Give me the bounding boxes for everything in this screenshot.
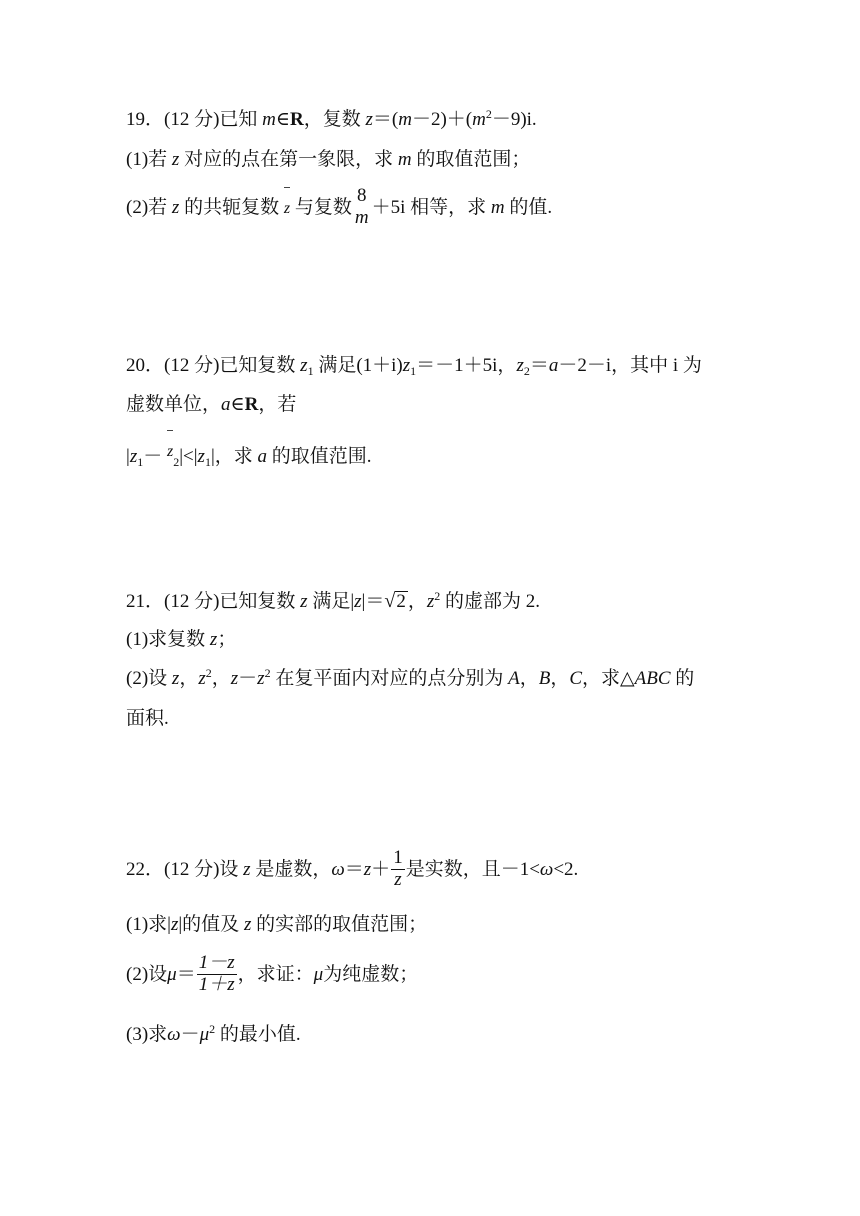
text: ， — [407, 591, 427, 612]
q19-part1 — [126, 150, 530, 169]
text: ， — [519, 668, 539, 689]
text: (1)若 — [126, 149, 172, 170]
text: 与复数 — [290, 196, 352, 218]
text: |，求 — [210, 446, 258, 467]
text: 为纯虚数； — [323, 963, 419, 985]
q22-part2 — [126, 953, 418, 996]
q20-line2 — [126, 395, 296, 414]
text: (2)设 — [126, 668, 172, 689]
text: 面积. — [126, 708, 169, 729]
var-omega: ω — [167, 1024, 181, 1045]
text: ＝ — [529, 355, 549, 376]
denominator: z — [391, 869, 405, 891]
var-a: a — [548, 355, 559, 376]
text: ＝( — [372, 109, 399, 130]
text: ， — [211, 668, 231, 689]
q22-stem — [126, 848, 578, 891]
var-z: z — [171, 149, 180, 170]
q22-number: 22．(12 分)设 — [126, 858, 244, 880]
subscript: 1 — [204, 455, 211, 469]
exponent: 2 — [205, 666, 212, 680]
var-z: z — [426, 591, 435, 612]
var-z: z — [363, 858, 372, 880]
exponent: 2 — [264, 666, 271, 680]
denominator: m — [354, 206, 369, 228]
text: | — [126, 446, 130, 467]
q19-part2 — [126, 186, 552, 229]
text: ，求证： — [237, 963, 314, 985]
var-z: z — [354, 591, 362, 612]
text: ， — [179, 668, 199, 689]
q21-part2-line2 — [126, 709, 169, 728]
text: －2)＋( — [411, 109, 473, 130]
var-m: m — [472, 109, 486, 130]
q20-line3 — [126, 443, 372, 469]
subscript: 1 — [307, 364, 314, 378]
q19-stem — [126, 107, 537, 130]
var-z: z — [209, 629, 218, 650]
text: － — [143, 446, 167, 467]
q22-part1 — [126, 915, 427, 934]
text: 满足| — [307, 591, 355, 612]
text: 在复平面内对应的点分别为 — [270, 668, 509, 689]
var-omega: ω — [331, 858, 345, 880]
conjugate-z: z — [284, 197, 290, 217]
var-z: z — [402, 355, 411, 376]
text: 满足(1＋i) — [313, 355, 403, 376]
text: －9)i. — [491, 109, 537, 130]
var-z: z — [129, 446, 138, 467]
var-z: z — [171, 196, 180, 218]
text: ； — [217, 629, 237, 650]
var-a: a — [257, 446, 268, 467]
text: ， — [550, 668, 570, 689]
point-B: B — [538, 668, 551, 689]
text: － — [238, 668, 258, 689]
var-a: a — [221, 394, 231, 415]
text: 的值. — [504, 196, 553, 218]
text: ，复数 — [303, 109, 366, 130]
q22-part3 — [126, 1022, 301, 1045]
text: ，若 — [258, 394, 297, 415]
subscript: 1 — [137, 455, 144, 469]
text: －2－i，其中 i 为 — [558, 355, 702, 376]
text: 的 — [670, 668, 695, 689]
q21-number: 21．(12 分)已知复数 — [126, 591, 301, 612]
element-of: ∈ — [230, 394, 245, 415]
triangle-ABC: ABC — [634, 668, 671, 689]
text: |＝ — [361, 591, 385, 612]
point-C: C — [569, 668, 583, 689]
text: 的实部的取值范围； — [251, 914, 428, 935]
text: ＝ — [344, 858, 364, 880]
fraction-8-over-m — [353, 186, 371, 229]
text: |的值及 — [178, 914, 244, 935]
numerator: 1 — [393, 847, 403, 868]
q21-part1 — [126, 630, 236, 649]
text: 是虚数， — [250, 858, 332, 880]
var-z: z — [300, 591, 308, 612]
var-z: z — [198, 668, 206, 689]
text: ＋5i 相等，求 — [371, 196, 491, 218]
text: － — [180, 1024, 200, 1045]
var-z: z — [230, 668, 239, 689]
text: (1)求复数 — [126, 629, 210, 650]
q21-stem — [126, 591, 540, 613]
text: (3)求 — [126, 1024, 168, 1045]
text: (1)求| — [126, 914, 171, 935]
subscript: 2 — [173, 455, 180, 469]
var-z: z — [243, 914, 252, 935]
exponent: 2 — [434, 589, 441, 603]
point-A: A — [508, 668, 520, 689]
var-mu: μ — [167, 963, 177, 985]
reals-symbol: R — [244, 394, 259, 415]
text: |<| — [179, 446, 198, 467]
text: 虚数单位， — [126, 394, 222, 415]
text: 的取值范围； — [411, 149, 531, 170]
text: 的取值范围. — [267, 446, 372, 467]
exponent: 2 — [209, 1022, 216, 1036]
q20-stem — [126, 355, 702, 378]
var-m: m — [397, 149, 412, 170]
var-m: m — [262, 109, 276, 130]
var-z: z — [257, 668, 265, 689]
numerator: 8 — [356, 185, 367, 206]
subscript: 2 — [523, 364, 530, 378]
sqrt-radicand: 2 — [396, 591, 406, 612]
text: 的共轭复数 — [179, 196, 284, 218]
exponent: 2 — [485, 107, 492, 121]
var-m: m — [490, 196, 505, 218]
reals-symbol: R — [289, 109, 304, 130]
text: (2)设 — [126, 963, 168, 985]
subscript: 1 — [410, 364, 417, 378]
text: (2)若 — [126, 196, 172, 218]
text: 的虚部为 2. — [440, 591, 541, 612]
var-z: z — [243, 858, 251, 880]
fraction-1-over-z — [391, 848, 405, 891]
numerator: 1－z — [198, 952, 235, 973]
text: ＋ — [371, 858, 391, 880]
element-of: ∈ — [275, 109, 290, 130]
text: 对应的点在第一象限，求 — [179, 149, 398, 170]
q21-part2 — [126, 666, 695, 689]
var-z: z — [516, 355, 524, 376]
fraction-mu — [197, 953, 237, 996]
text: 的最小值. — [215, 1024, 301, 1045]
text: ＝－1＋5i， — [416, 355, 517, 376]
var-z: z — [171, 668, 180, 689]
var-mu: μ — [199, 1024, 210, 1045]
var-z: z — [300, 355, 308, 376]
var-omega: ω — [539, 858, 554, 880]
var-mu: μ — [313, 963, 324, 985]
q20-number: 20．(12 分)已知复数 — [126, 355, 301, 376]
var-z: z — [170, 914, 179, 935]
text: 是实数，且－1< — [405, 858, 540, 880]
denominator: 1＋z — [198, 973, 235, 995]
conjugate-z: z — [167, 440, 173, 460]
var-z: z — [365, 109, 373, 130]
text: ＝ — [176, 963, 196, 985]
var-z: z — [197, 446, 205, 467]
var-m: m — [398, 109, 412, 130]
text: <2. — [553, 858, 579, 880]
text: ，求△ — [582, 668, 635, 689]
sqrt-sign: √ — [384, 590, 396, 612]
q19-number: 19．(12 分)已知 — [126, 109, 263, 130]
